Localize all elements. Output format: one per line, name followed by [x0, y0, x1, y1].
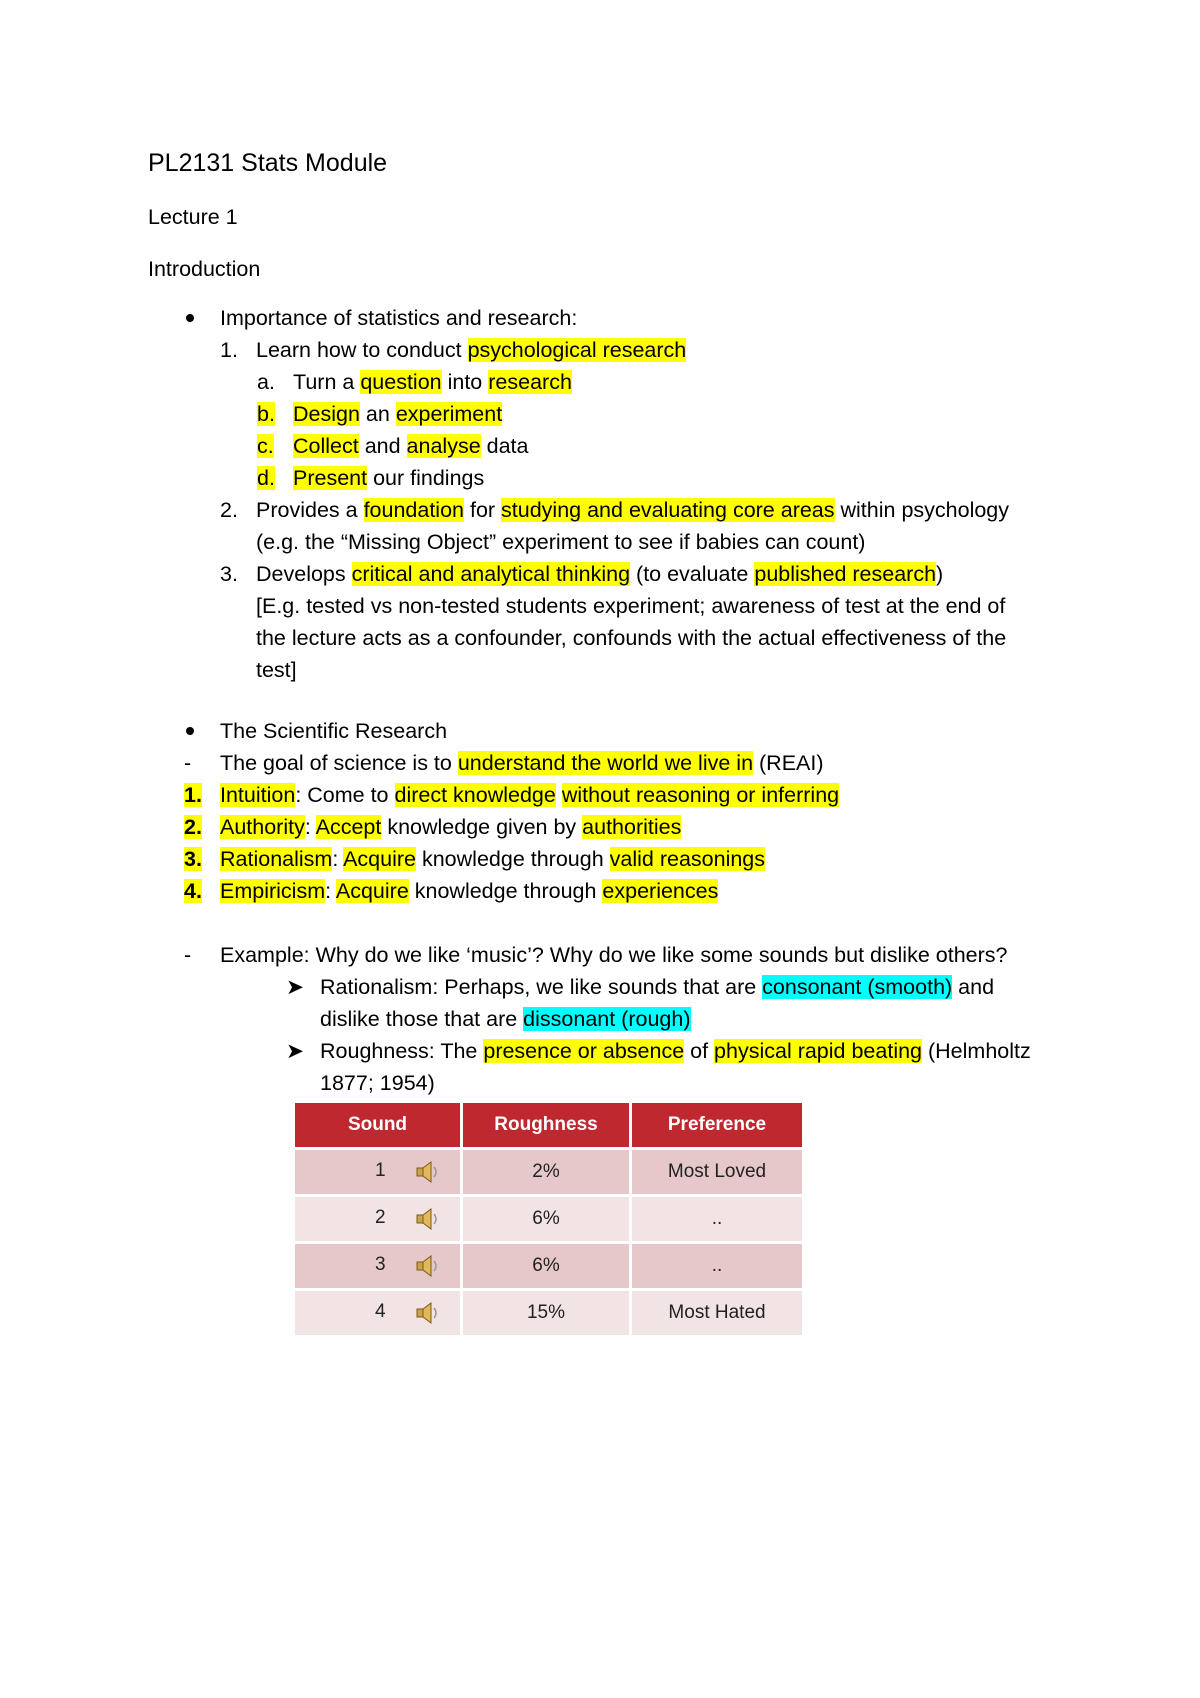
speaker-icon[interactable] [415, 1160, 441, 1190]
bullet-dot [186, 727, 194, 735]
header-sound: Sound [295, 1103, 462, 1149]
highlight: Acquire [343, 847, 416, 871]
text: (to evaluate [630, 562, 755, 586]
text: : [325, 879, 336, 903]
list-item-2-cont: (e.g. the “Missing Object” experiment to see if babies can count) [256, 530, 866, 554]
highlight: Collect [293, 434, 359, 458]
highlight: experiment [395, 402, 503, 426]
ways-of-knowing-item [184, 779, 840, 811]
text: and [358, 434, 407, 458]
section-heading: Introduction [148, 257, 261, 281]
table-row [295, 1243, 802, 1290]
sound-number: 4 [375, 1301, 386, 1322]
roughness-cell: 6% [462, 1243, 631, 1290]
sound-cell [295, 1243, 462, 1290]
text: into [441, 370, 489, 394]
list-item-3 [220, 558, 944, 590]
text: Example: Why do we like ‘music’? Why do we like some sounds but dislike others? [220, 943, 1008, 967]
preference-cell: .. [631, 1243, 803, 1290]
sub-item-roughness-cont: 1877; 1954) [320, 1071, 435, 1095]
text: dislike those that are [320, 1007, 524, 1031]
lecture-label: Lecture 1 [148, 205, 238, 229]
highlight: studying and evaluating core areas [501, 498, 835, 522]
list-number: 3. [184, 847, 202, 871]
highlight: experiences [602, 879, 719, 903]
text: : [332, 847, 344, 871]
text: data [480, 434, 529, 458]
text: : [304, 815, 316, 839]
text: of [684, 1039, 715, 1063]
highlight: without reasoning or inferring [561, 783, 840, 807]
example-line [184, 939, 1008, 971]
highlight: Accept [315, 815, 382, 839]
text: our findings [367, 466, 485, 490]
speaker-icon[interactable] [415, 1301, 441, 1331]
preference-cell: .. [631, 1196, 803, 1243]
highlight: consonant (smooth) [762, 975, 953, 999]
text: Roughness: The [320, 1039, 484, 1063]
ways-of-knowing-item [184, 875, 719, 907]
scientific-heading: The Scientific Research [220, 719, 448, 743]
list-item-1c [257, 430, 529, 462]
list-letter: a. [257, 370, 275, 394]
term: Rationalism [220, 847, 333, 871]
sub-item-roughness [286, 1035, 1031, 1067]
speaker-icon[interactable] [415, 1254, 441, 1284]
table-row [295, 1290, 802, 1337]
text: knowledge through [408, 879, 603, 903]
highlight: Design [293, 402, 360, 426]
roughness-cell: 6% [462, 1196, 631, 1243]
highlight: Acquire [335, 879, 409, 903]
sound-cell [295, 1149, 462, 1196]
text: The goal of science is to [220, 751, 458, 775]
text: and [952, 975, 995, 999]
text: knowledge given by [381, 815, 583, 839]
text: : Come to [295, 783, 395, 807]
ways-of-knowing-item [184, 811, 682, 843]
highlight: question [360, 370, 442, 394]
text: (Helmholtz [922, 1039, 1031, 1063]
list-letter: b. [257, 402, 275, 426]
table-row [295, 1196, 802, 1243]
text: for [464, 498, 502, 522]
list-item-3-cont: [E.g. tested vs non-tested students experiment; awareness of test at the end of [256, 594, 1006, 618]
goal-line [184, 747, 824, 779]
sound-number: 2 [375, 1207, 386, 1228]
list-letter: d. [257, 466, 275, 490]
sound-cell [295, 1196, 462, 1243]
table-row [295, 1149, 802, 1196]
highlight: research [488, 370, 572, 394]
highlight: presence or absence [483, 1039, 685, 1063]
highlight: published research [754, 562, 937, 586]
text: ) [936, 562, 944, 586]
list-item-1b [257, 398, 503, 430]
text: within psychology [834, 498, 1010, 522]
sound-number: 3 [375, 1254, 386, 1275]
list-item-1 [220, 334, 687, 366]
sub-item-rationalism-cont [320, 1003, 691, 1035]
list-letter: c. [257, 434, 274, 458]
text: Rationalism: Perhaps, we like sounds that are [320, 975, 763, 999]
highlight: analyse [406, 434, 481, 458]
list-item-2 [220, 494, 1010, 526]
arrow-bullet-icon: ➤ [286, 975, 305, 999]
header-preference: Preference [631, 1103, 803, 1149]
highlight: psychological research [467, 338, 687, 362]
list-number: 2. [184, 815, 202, 839]
highlight: critical and analytical thinking [351, 562, 631, 586]
sound-cell [295, 1290, 462, 1337]
highlight: foundation [363, 498, 464, 522]
list-item-1d [257, 462, 485, 494]
list-number: 2. [220, 498, 238, 522]
text: Learn how to conduct [256, 338, 468, 362]
term: Authority [220, 815, 305, 839]
text: Provides a [256, 498, 364, 522]
highlight: understand the world we live in [457, 751, 754, 775]
text: knowledge through [416, 847, 610, 871]
page-title: PL2131 Stats Module [148, 149, 388, 177]
highlight: direct knowledge [394, 783, 556, 807]
speaker-icon[interactable] [415, 1207, 441, 1237]
text: Develops [256, 562, 352, 586]
text: an [359, 402, 396, 426]
bullet-dot [186, 314, 194, 322]
preference-cell: Most Loved [631, 1149, 803, 1196]
preference-cell: Most Hated [631, 1290, 803, 1337]
sub-item-rationalism [286, 971, 995, 1003]
highlight: Present [293, 466, 368, 490]
highlight: valid reasonings [609, 847, 766, 871]
text [556, 783, 562, 807]
highlight: authorities [582, 815, 682, 839]
list-number: 4. [184, 879, 202, 903]
highlight: physical rapid beating [714, 1039, 923, 1063]
dash: - [184, 943, 192, 967]
list-number: 1. [184, 783, 202, 807]
header-roughness: Roughness [462, 1103, 631, 1149]
list-item-3-cont: test] [256, 658, 297, 682]
list-number: 1. [220, 338, 238, 362]
list-item-1a [257, 366, 572, 398]
roughness-cell: 2% [462, 1149, 631, 1196]
highlight: dissonant (rough) [523, 1007, 691, 1031]
sound-number: 1 [375, 1160, 386, 1181]
list-number: 3. [220, 562, 238, 586]
sound-roughness-table [295, 1103, 802, 1338]
term: Empiricism [220, 879, 326, 903]
arrow-bullet-icon: ➤ [286, 1039, 305, 1063]
roughness-cell: 15% [462, 1290, 631, 1337]
text: Turn a [293, 370, 361, 394]
table-header-row [295, 1103, 802, 1149]
ways-of-knowing-item [184, 843, 766, 875]
dash: - [184, 751, 192, 775]
term: Intuition [220, 783, 296, 807]
list-item-3-cont: the lecture acts as a confounder, confounds with the actual effectiveness of the [256, 626, 1007, 650]
text: (REAI) [753, 751, 824, 775]
importance-heading: Importance of statistics and research: [220, 306, 578, 330]
